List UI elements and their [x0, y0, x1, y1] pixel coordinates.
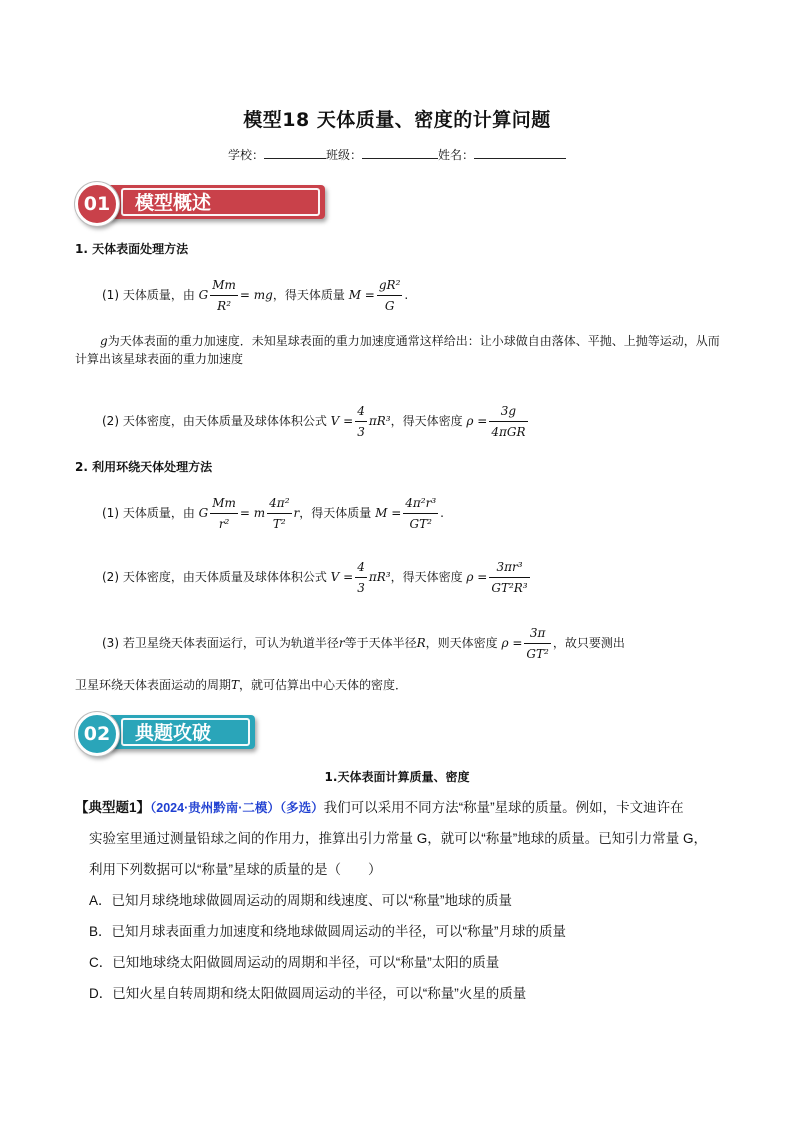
denominator: 3	[357, 425, 365, 439]
note-text: 为天体表面的重力加速度．未知星球表面的重力加速度通常这样给出：让小球做自由落体、平抛、上抛等运动，从而计算出该星球表面的重力加速度	[75, 334, 720, 366]
text: ，故只要测出	[552, 636, 625, 650]
numerator: 4π²r³	[403, 494, 438, 514]
formula-line-4	[102, 558, 532, 597]
fraction	[210, 276, 238, 315]
option-letter: B．	[89, 924, 112, 939]
text: ，得天体密度	[390, 414, 463, 428]
question-block	[75, 798, 735, 1004]
school-blank[interactable]	[264, 146, 326, 159]
question-line-2: 实验室里通过测量铅球之间的作用力，推算出引力常量 G，就可以“称量”地球的质量。已知引力常量 G，	[89, 831, 707, 846]
math-V: V =	[330, 414, 354, 428]
question-text: 我们可以采用不同方法“称量”星球的质量。例如，卡文迪许在	[323, 800, 684, 815]
option-a[interactable]	[75, 891, 735, 911]
text: ，则天体密度	[425, 636, 498, 650]
denominator: T²	[272, 517, 286, 531]
fraction	[377, 276, 403, 315]
denominator: r²	[218, 517, 230, 531]
numerator: Mm	[210, 276, 238, 296]
math-T: T	[231, 678, 240, 692]
heading-surface-method: 1. 天体表面处理方法	[75, 242, 189, 256]
text: ，就可估算出中心天体的密度．	[239, 678, 408, 692]
question-source: （2024·贵州黔南·二模）（多选）	[150, 801, 324, 815]
banner-bar	[107, 185, 325, 219]
numerator: 3πr³	[489, 558, 529, 578]
class-blank[interactable]	[362, 146, 438, 159]
question-tag: 【典型题1】	[75, 800, 151, 815]
numerator: 4	[355, 558, 367, 578]
question-line-1	[75, 798, 735, 818]
fraction	[403, 494, 438, 533]
math-tail: r	[293, 506, 300, 520]
denominator: G	[384, 299, 395, 313]
denominator: GT²R³	[491, 581, 528, 595]
numerator: gR²	[377, 276, 403, 296]
formula-line-1	[102, 276, 408, 315]
page-title: 模型18 天体质量、密度的计算问题	[243, 109, 551, 131]
banner-number: 02	[75, 712, 119, 756]
fraction	[524, 624, 550, 663]
text: 卫星环绕天体表面运动的周期	[75, 678, 232, 692]
text: (2) 天体密度，由天体质量及球体体积公式	[102, 414, 327, 428]
math-g: g	[100, 334, 108, 348]
option-text: 已知月球绕地球做圆周运动的周期和线速度、可以“称量”地球的质量	[111, 893, 513, 908]
banner-bar	[107, 715, 255, 749]
text: .	[440, 506, 444, 520]
option-d[interactable]	[75, 984, 735, 1004]
text: .	[404, 288, 409, 302]
school-label: 学校：	[227, 148, 264, 162]
text: (1) 天体质量，由	[102, 506, 195, 520]
heading-orbit-method: 2. 利用环绕天体处理方法	[75, 460, 213, 474]
math-tail: = mg	[239, 288, 273, 302]
question-line-3: 利用下列数据可以“称量”星球的质量的是（ ）	[89, 862, 382, 877]
text: ，得天体质量	[299, 506, 372, 520]
text: 等于天体半径	[344, 636, 417, 650]
math-mid: = m	[239, 506, 266, 520]
option-b[interactable]	[75, 922, 735, 942]
text: (2) 天体密度，由天体质量及球体体积公式	[102, 570, 327, 584]
banner-number: 01	[75, 182, 119, 226]
fraction	[489, 558, 529, 597]
numerator: 3g	[489, 402, 527, 422]
fraction	[489, 402, 527, 441]
option-text: 已知火星自转周期和绕太阳做圆周运动的半径，可以“称量”火星的质量	[112, 986, 527, 1001]
option-text: 已知地球绕太阳做圆周运动的周期和半径，可以“称量”太阳的质量	[112, 955, 500, 970]
name-blank[interactable]	[474, 146, 566, 159]
math-V: V =	[330, 570, 354, 584]
fraction	[267, 494, 291, 533]
fraction	[355, 402, 367, 441]
note-paragraph	[75, 332, 723, 368]
option-letter: C．	[89, 955, 113, 970]
formula-line-5	[102, 624, 625, 663]
numerator: Mm	[210, 494, 238, 514]
denominator: GT²	[526, 647, 549, 661]
class-label: 班级：	[325, 148, 362, 162]
banner-label: 典题攻破	[121, 718, 250, 746]
math-rho: ρ =	[466, 570, 488, 584]
math-M: M =	[348, 288, 375, 302]
text: ，得天体密度	[390, 570, 463, 584]
option-c[interactable]	[75, 953, 735, 973]
math-r: r	[338, 636, 345, 650]
option-text: 已知月球表面重力加速度和绕地球做圆周运动的半径，可以“称量”月球的质量	[111, 924, 567, 939]
denominator: GT²	[409, 517, 432, 531]
denominator: 3	[357, 581, 365, 595]
math-G: G	[198, 506, 209, 520]
math-rho: ρ =	[501, 636, 523, 650]
formula-line-5-continued	[75, 676, 407, 694]
formula-line-2	[102, 402, 530, 441]
text: ，得天体质量	[272, 288, 345, 302]
numerator: 3π	[524, 624, 550, 644]
formula-line-3	[102, 494, 444, 533]
math-rho: ρ =	[466, 414, 488, 428]
denominator: 4πGR	[491, 425, 526, 439]
math-G: G	[198, 288, 209, 302]
text: (1) 天体质量，由	[102, 288, 195, 302]
numerator: 4π²	[267, 494, 291, 514]
math-R: R	[416, 636, 426, 650]
info-line	[0, 146, 794, 163]
math-tail: πR³	[368, 570, 391, 584]
banner-label: 模型概述	[121, 188, 320, 216]
option-letter: A．	[89, 893, 112, 908]
math-tail: πR³	[368, 414, 391, 428]
math-M: M =	[375, 506, 402, 520]
fraction	[355, 558, 367, 597]
fraction	[210, 494, 238, 533]
denominator: R²	[217, 299, 232, 313]
sub-heading: 1.天体表面计算质量、密度	[324, 770, 470, 784]
option-letter: D．	[89, 986, 113, 1001]
text: (3) 若卫星绕天体表面运行，可认为轨道半径	[102, 636, 339, 650]
name-label: 姓名：	[438, 148, 475, 162]
numerator: 4	[355, 402, 367, 422]
